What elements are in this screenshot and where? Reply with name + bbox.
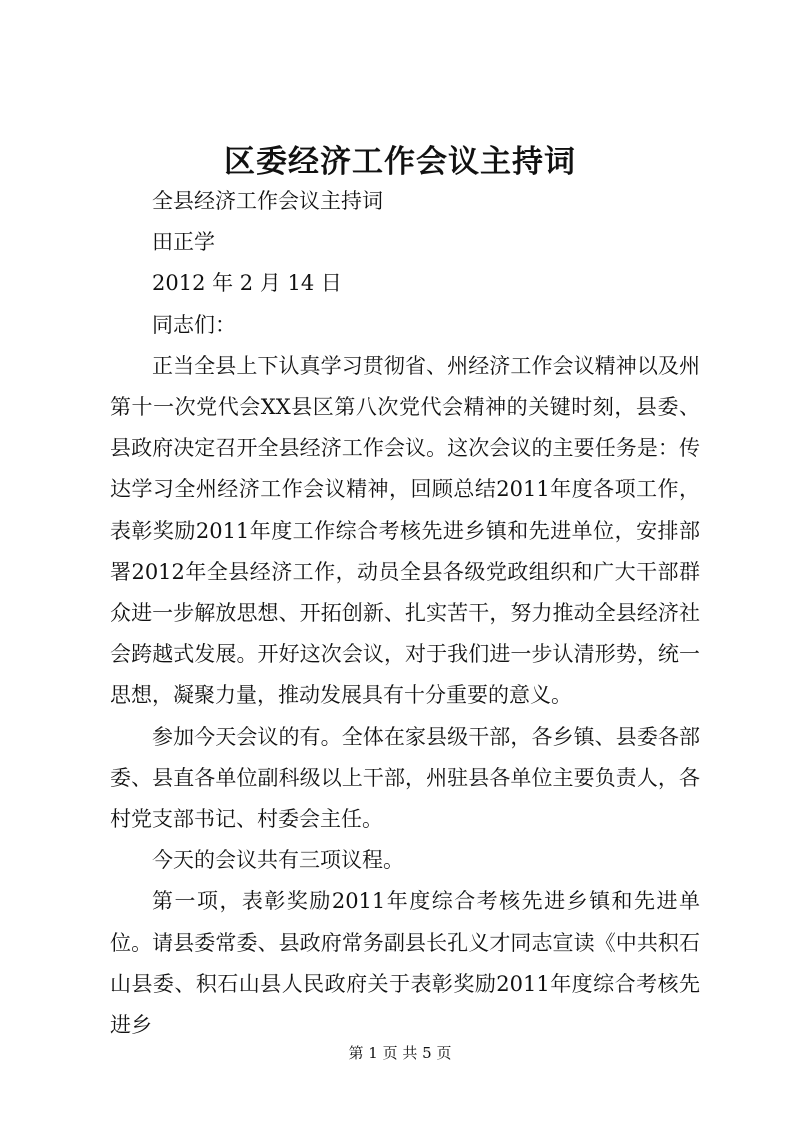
document-title: 区委经济工作会议主持词 (224, 144, 576, 180)
body-paragraph: 第一项，表彰奖励2011年度综合考核先进乡镇和先进单位。请县委常委、县政府常务副县长孔义才同志宣读《中共积石山县委、积石山县人民政府关于表彰奖励2011年度综合考核先进乡 (110, 889, 700, 1038)
page-number-footer: 第 1 页 共 5 页 (348, 1044, 452, 1062)
author-line: 田正学 (152, 230, 215, 255)
date-line: 2012 年 2 月 14 日 (152, 271, 342, 296)
body-paragraph: 参加今天会议的有。全体在家县级干部，各乡镇、县委各部委、县直各单位副科级以上干部，州驻县各单位主要负责人，各村党支部书记、村委会主任。 (110, 724, 700, 832)
salutation: 同志们： (152, 312, 236, 337)
document-body (110, 181, 700, 1046)
body-paragraph: 今天的会议共有三项议程。 (152, 848, 404, 873)
body-paragraph: 正当全县上下认真学习贯彻省、州经济工作会议精神以及州第十一次党代会XX县区第八次党代会精神的关键时刻，县委、县政府决定召开全县经济工作会议。这次会议的主要任务是：传达学习全州经济工作会议精神，回顾总结2011年度各项工作，表彰奖励2011年度工作综合考核先进乡镇和先进单位，安排部署2012年全县经济工作，动员全县各级党政组织和广大干部群众进一步解放思想、开拓创新、扎实苦干，努力推动全县经济社会跨越式发展。开好这次会议，对于我们进一步认清形势，统一思想，凝聚力量，推动发展具有十分重要的意义。 (110, 353, 700, 708)
subtitle-line: 全县经济工作会议主持词 (152, 189, 383, 213)
